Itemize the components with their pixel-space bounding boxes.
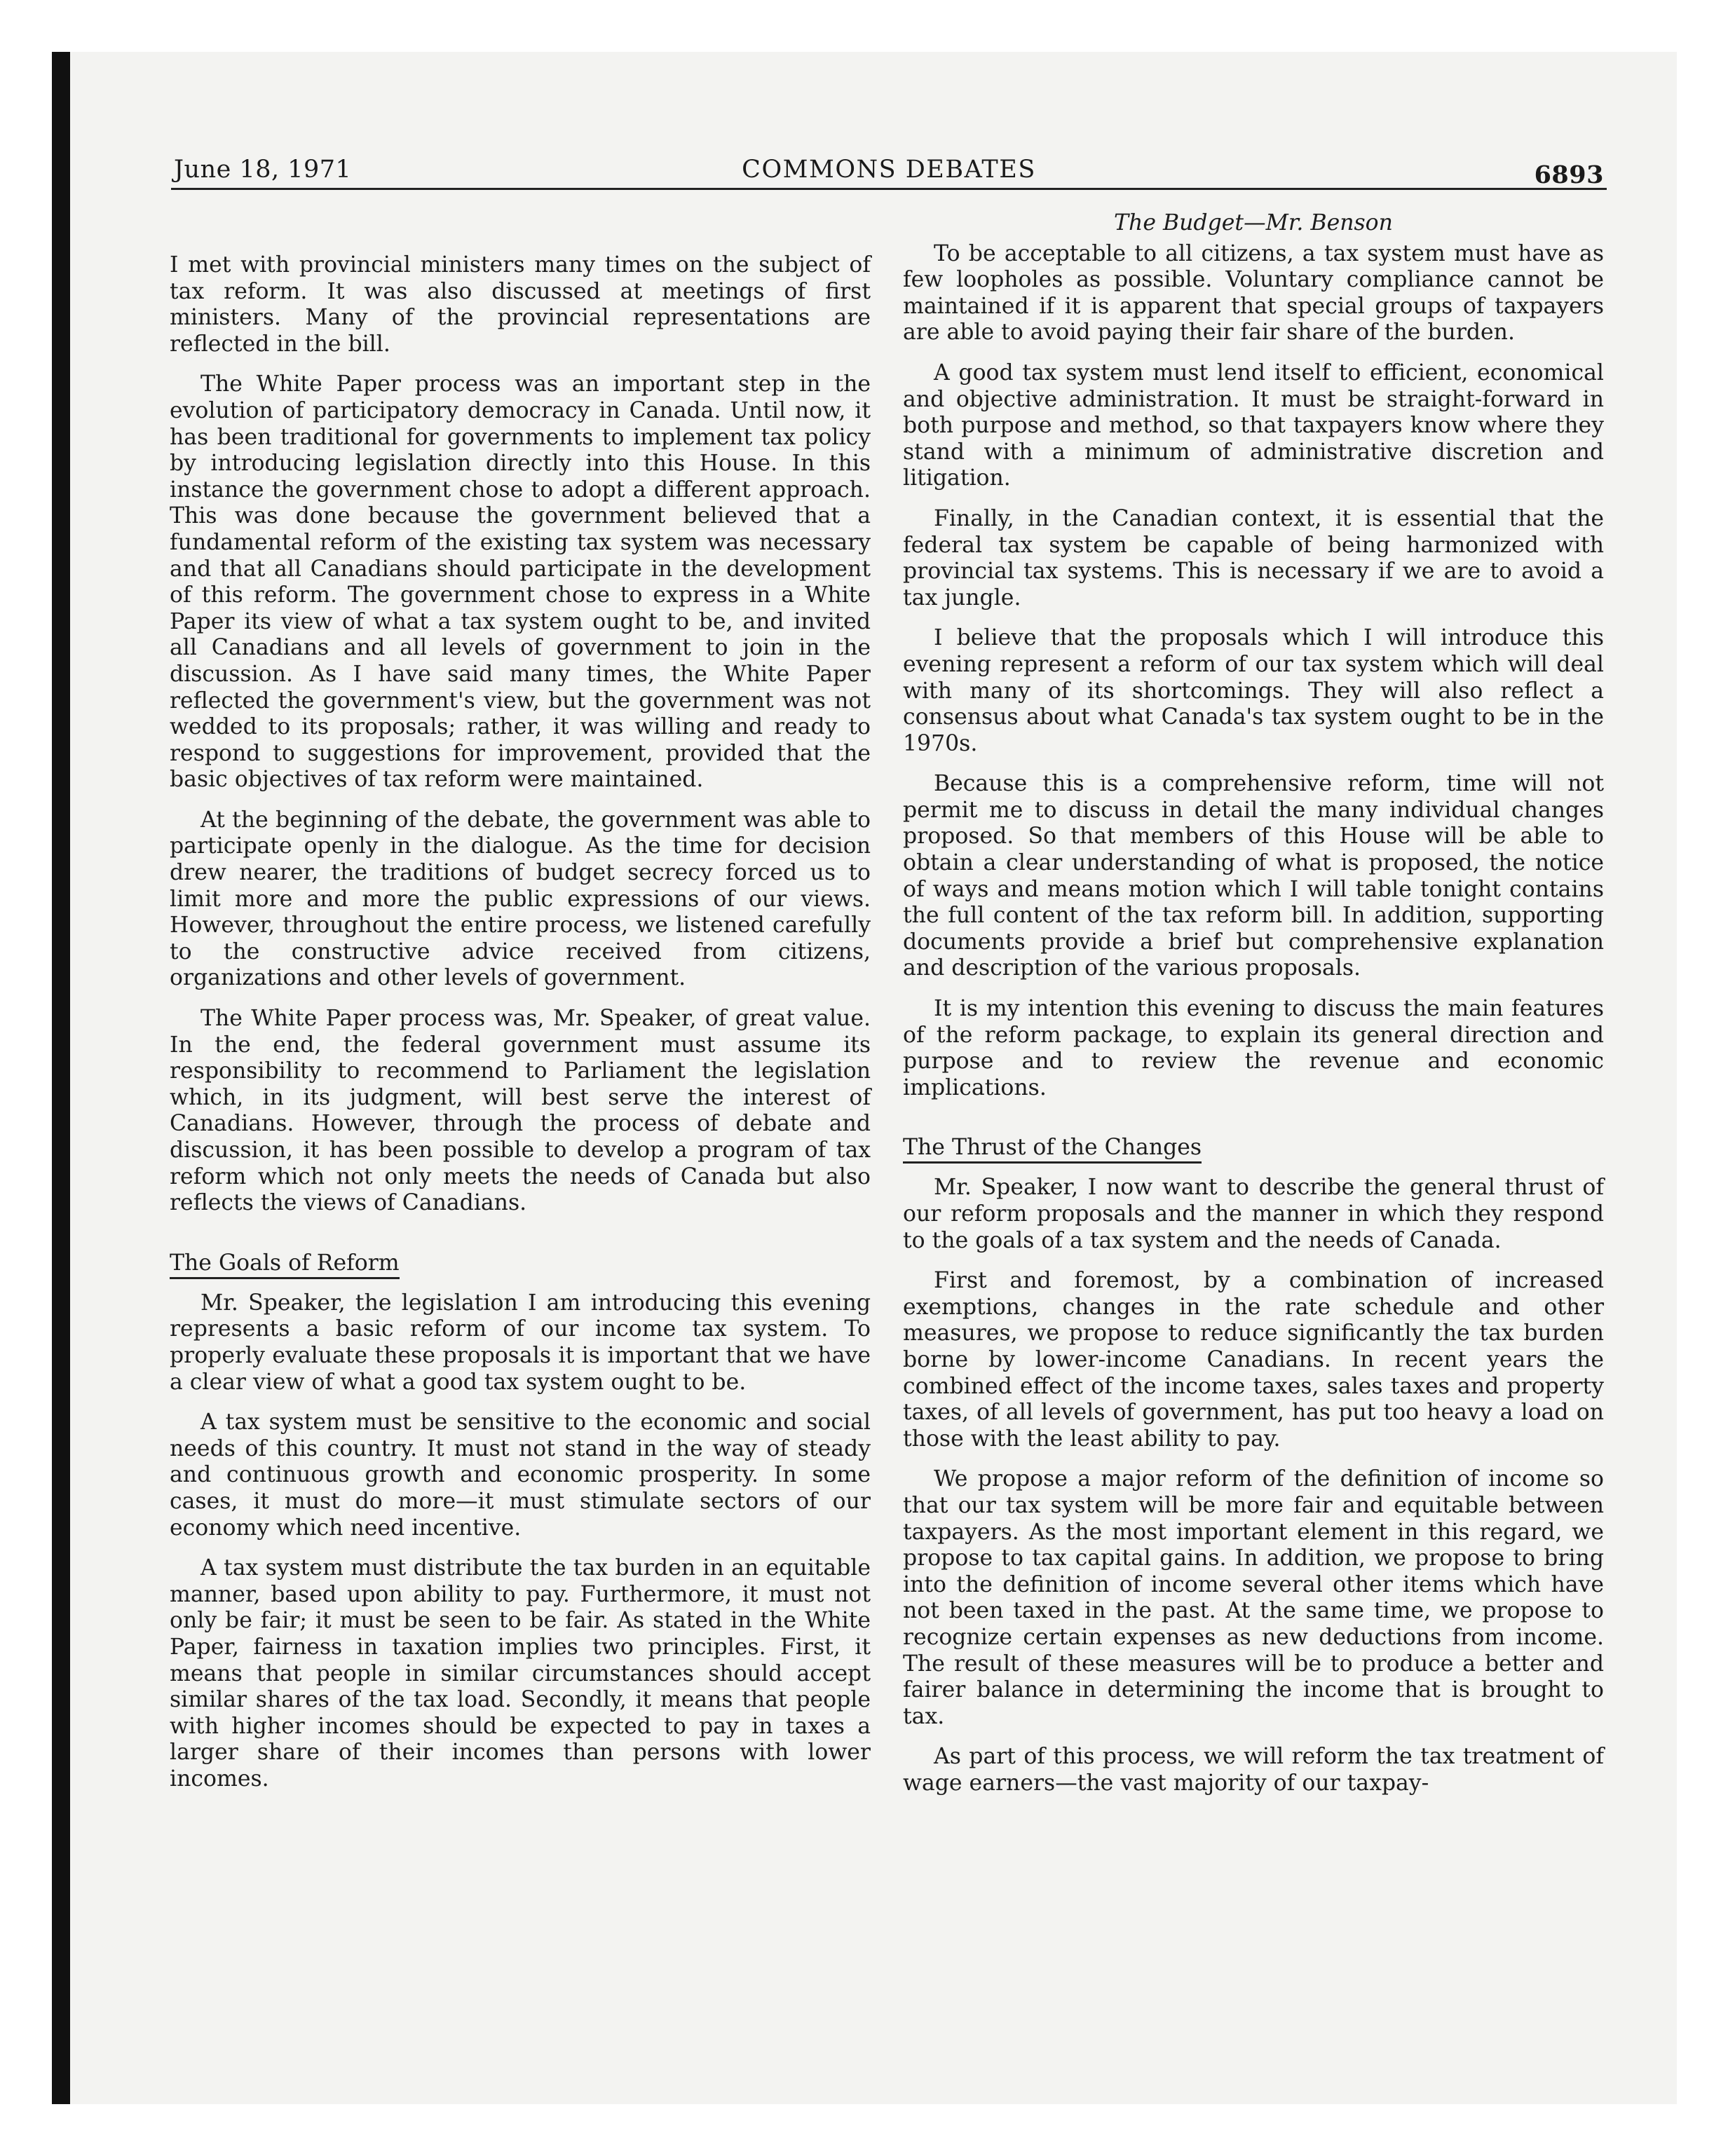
paragraph: The White Paper process was an important step in the evolution of participatory democracy in Canada. Until now, it has been traditional for governments to implement tax policy by introducing legislation directly into this House. In this instance the government chose to adopt a different approach. This was done because the government believed that a fundamental reform of the existing tax system was necessary and that all Canadians should participate in the development of this reform. The government chose to express in a White Paper its view of what a tax system ought to be, and invited all Canadians and all levels of government to join in the discussion. As I have said many times, the White Paper reflected the government's view, but the government was not wedded to its proposals; rather, it was willing and ready to respond to suggestions for improvement, provided that the basic objectives of tax reform were maintained. [170,371,871,793]
paragraph: At the beginning of the debate, the government was able to participate openly in the dialogue. As the time for decision drew nearer, the traditions of budget secrecy forced us to limit more and more the public expressions of our views. However, throughout the entire process, we listened carefully to the constructive advice received from citizens, organizations and other levels of government. [170,807,871,991]
paragraph: First and foremost, by a combination of increased exemptions, changes in the rate schedule and other measures, we propose to reduce significantly the tax burden borne by lower-income Canadians. In recent years the combined effect of the income taxes, sales taxes and property taxes, of all levels of government, has put too heavy a load on those with the least ability to pay. [903,1268,1604,1452]
paragraph: I believe that the proposals which I will introduce this evening represent a reform of our tax system which will deal with many of its shortcomings. They will also reflect a consensus about what Canada's tax system ought to be in the 1970s. [903,625,1604,756]
section-heading: The Goals of Reform [170,1250,400,1279]
header-title: COMMONS DEBATES [742,156,1036,184]
section-heading: The Thrust of the Changes [903,1135,1202,1164]
paragraph: Mr. Speaker, I now want to describe the general thrust of our reform proposals and the manner in which they respond to the goals of a tax system and the needs of Canada. [903,1175,1604,1253]
left-column [170,252,871,1806]
running-head: The Budget—Mr. Benson [1114,210,1393,236]
page-header [171,149,1607,190]
paragraph: Because this is a comprehensive reform, time will not permit me to discuss in detail the many individual changes proposed. So that members of this House will be able to obtain a clear understanding of what is proposed, the notice of ways and means motion which I will table tonight contains the full content of the tax reform bill. In addition, supporting documents provide a brief but comprehensive explanation and description of the various proposals. [903,771,1604,981]
paragraph: Mr. Speaker, the legislation I am introducing this evening represents a basic reform of our income tax system. To properly evaluate these proposals it is important that we have a clear view of what a good tax system ought to be. [170,1290,871,1395]
paragraph: It is my intention this evening to discuss the main features of the reform package, to explain its general direction and purpose and to review the revenue and economic implications. [903,996,1604,1100]
paragraph: We propose a major reform of the definition of income so that our tax system will be more fair and equitable between taxpayers. As the most important element in this regard, we propose to tax capital gains. In addition, we propose to bring into the definition of income several other items which have not been taxed in the past. At the same time, we propose to recognize certain expenses as new deductions from income. The result of these measures will be to produce a better and fairer balance in determining the income that is brought to tax. [903,1466,1604,1729]
header-date: June 18, 1971 [174,156,352,184]
paragraph: To be acceptable to all citizens, a tax system must have as few loopholes as possible. Voluntary compliance cannot be maintained if it is apparent that special groups of taxpayers are able to avoid paying their fair share of the burden. [903,240,1604,346]
scan-edge-shadow [52,52,70,2104]
paragraph: Finally, in the Canadian context, it is essential that the federal tax system be capable of being harmonized with provincial tax systems. This is necessary if we are to avoid a tax jungle. [903,505,1604,610]
paragraph: A tax system must be sensitive to the economic and social needs of this country. It must not stand in the way of steady and continuous growth and economic prosperity. In some cases, it must do more—it must stimulate sectors of our economy which need incentive. [170,1410,871,1541]
paragraph: I met with provincial ministers many times on the subject of tax reform. It was also discussed at meetings of first ministers. Many of the provincial representations are reflected in the bill. [170,252,871,357]
page-number: 6893 [1534,161,1604,189]
paragraph: A tax system must distribute the tax burden in an equitable manner, based upon ability to pay. Furthermore, it must not only be fair; it must be seen to be fair. As stated in the White Paper, fairness in taxation implies two principles. First, it means that people in similar circumstances should accept similar shares of the tax load. Secondly, it means that people with higher incomes should be expected to pay in taxes a larger share of their incomes than persons with lower incomes. [170,1555,871,1792]
paragraph: As part of this process, we will reform the tax treatment of wage earners—the vast majority of our taxpay- [903,1744,1604,1796]
paragraph: A good tax system must lend itself to efficient, economical and objective administration. It must be straight-forward in both purpose and method, so that taxpayers know where they stand with a minimum of administrative discretion and litigation. [903,360,1604,491]
right-column [903,210,1604,1810]
paragraph: The White Paper process was, Mr. Speaker, of great value. In the end, the federal government must assume its responsibility to recommend to Parliament the legislation which, in its judgment, will best serve the interest of Canadians. However, through the process of debate and discussion, it has been possible to develop a program of tax reform which not only meets the needs of Canada but also reflects the views of Canadians. [170,1006,871,1216]
